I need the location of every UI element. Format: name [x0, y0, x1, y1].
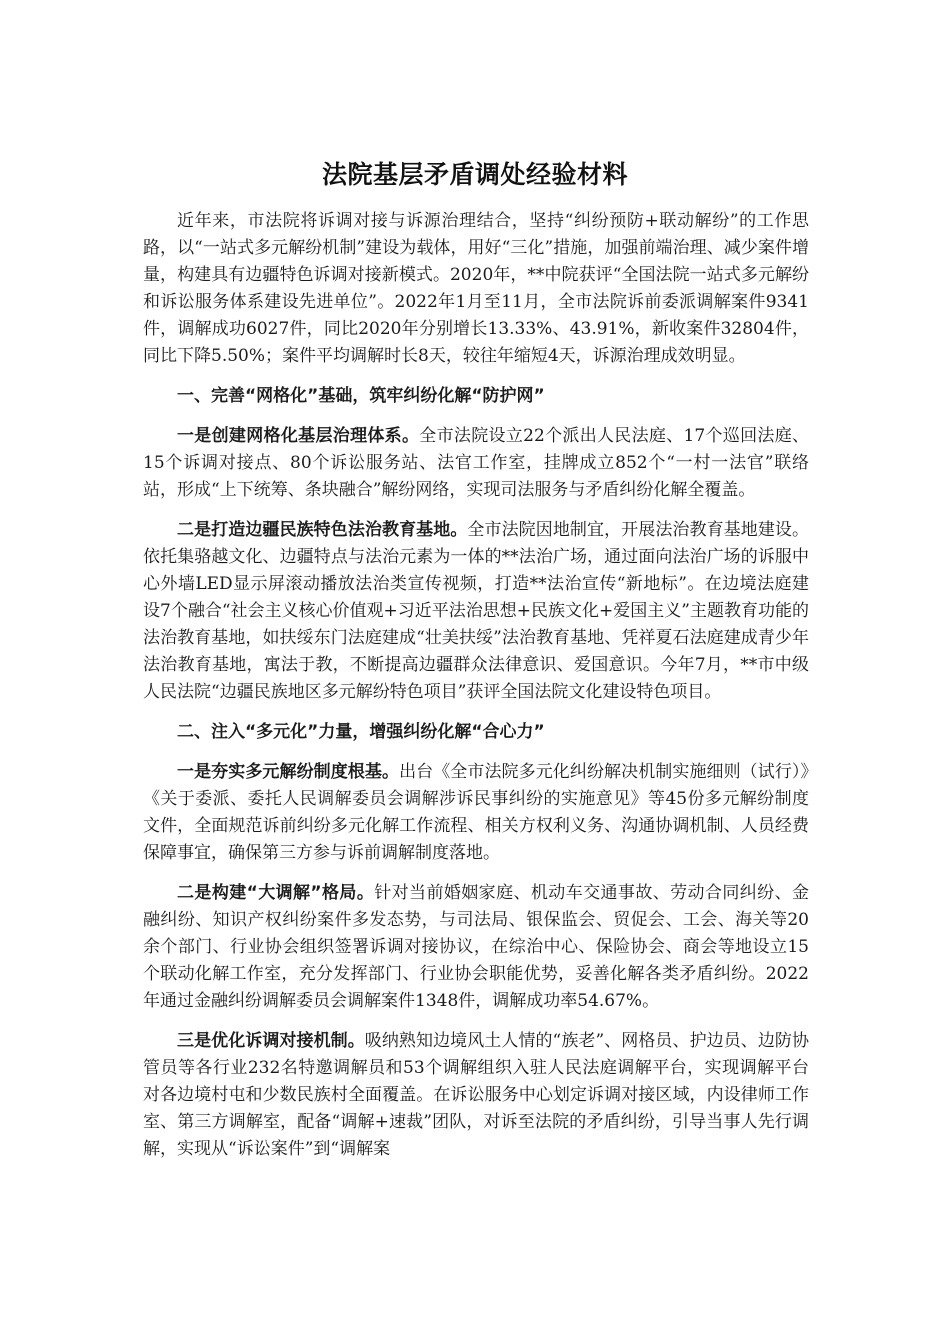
section-heading-2: 二、注入“多元化”力量，增强纠纷化解“合心力”: [177, 722, 545, 742]
paragraph-lead: 二是打造边疆民族特色法治教育基地。: [177, 520, 468, 540]
paragraph-lead: 一是创建网格化基层治理体系。: [177, 426, 420, 446]
section-heading-1: 一、完善“网格化”基础，筑牢纠纷化解“防护网”: [177, 386, 545, 406]
paragraph-text: 出台《全市法院多元化纠纷解决机制实施细则（试行）》《关于委派、委托人民调解委员会调解涉诉民事纠纷的实施意见》等45份多元解纷制度文件，全面规范诉前纠纷多元化解工作流程、相关方权利义务、沟通协调机制、人员经费保障事宜，确保第三方参与诉前调解制度落地。: [143, 762, 810, 863]
intro-paragraph: 近年来，市法院将诉调对接与诉源治理结合，坚持“纠纷预防+联动解纷”的工作思路，以“一站式多元解纷机制”建设为载体，用好“三化”措施，加强前端治理、减少案件增量，构建具有边疆特色诉调对接新模式。2020年，**中院获评“全国法院一站式多元解纷和诉讼服务体系建设先进单位”。2022年1月至11月，全市法院诉前委派调解案件9341件，调解成功6027件，同比2020年分别增长13.33%、43.91%，新收案件32804件，同比下降5.50%；案件平均调解时长8天，较往年缩短4天，诉源治理成效明显。: [143, 211, 809, 366]
paragraph-text: 全市法院设立22个派出人民法庭、17个巡回法庭、15个诉调对接点、80个诉讼服务站、法官工作室，挂牌成立852个“一村一法官”联络站，形成“上下统筹、条块融合”解纷网络，实现司法服务与矛盾纠纷化解全覆盖。: [143, 426, 810, 500]
paragraph-lead: 二是构建“大调解”格局。: [177, 883, 375, 903]
section2-paragraph-2: [143, 880, 809, 1015]
section2-paragraph-3: [143, 1028, 809, 1163]
paragraph-text: 吸纳熟知边境风土人情的“族老”、网格员、护边员、边防协管员等各行业232名特邀调解员和53个调解组织入驻人民法庭调解平台，实现调解平台对各边境村屯和少数民族村全面覆盖。在诉讼服务中心划定诉调对接区域，内设律师工作室、第三方调解室，配备“调解+速裁”团队，对诉至法院的矛盾纠纷，引导当事人先行调解，实现从“诉讼案件”到“调解案: [143, 1031, 809, 1159]
document-body: [143, 208, 809, 1176]
paragraph-text: 针对当前婚姻家庭、机动车交通事故、劳动合同纠纷、金融纠纷、知识产权纠纷案件多发态势，与司法局、银保监会、贸促会、工会、海关等20余个部门、行业协会组织签署诉调对接协议，在综治中心、保险协会、商会等地设立15个联动化解工作室，充分发挥部门、行业协会职能优势，妥善化解各类矛盾纠纷。2022年通过金融纠纷调解委员会调解案件1348件，调解成功率54.67%。: [143, 883, 809, 1011]
section2-paragraph-1: [143, 759, 809, 867]
document-title: 法院基层矛盾调处经验材料: [321, 160, 628, 189]
paragraph-text: 全市法院因地制宜，开展法治教育基地建设。依托集骆越文化、边疆特点与法治元素为一体的**法治广场，通过面向法治广场的诉服中心外墙LED显示屏滚动播放法治类宣传视频，打造**法治宣传“新地标”。在边境法庭建设7个融合“社会主义核心价值观+习近平法治思想+民族文化+爱国主义”主题教育功能的法治教育基地，如扶绥东门法庭建成“壮美扶绥”法治教育基地、凭祥夏石法庭建成青少年法治教育基地，寓法于教，不断提高边疆群众法律意识、爱国意识。今年7月，**市中级人民法院“边疆民族地区多元解纷特色项目”获评全国法院文化建设特色项目。: [143, 520, 810, 702]
paragraph-lead: 一是夯实多元解纷制度根基。: [177, 762, 400, 782]
paragraph-lead: 三是优化诉调对接机制。: [177, 1031, 365, 1051]
section1-paragraph-1: [143, 423, 809, 504]
section1-paragraph-2: [143, 517, 809, 706]
